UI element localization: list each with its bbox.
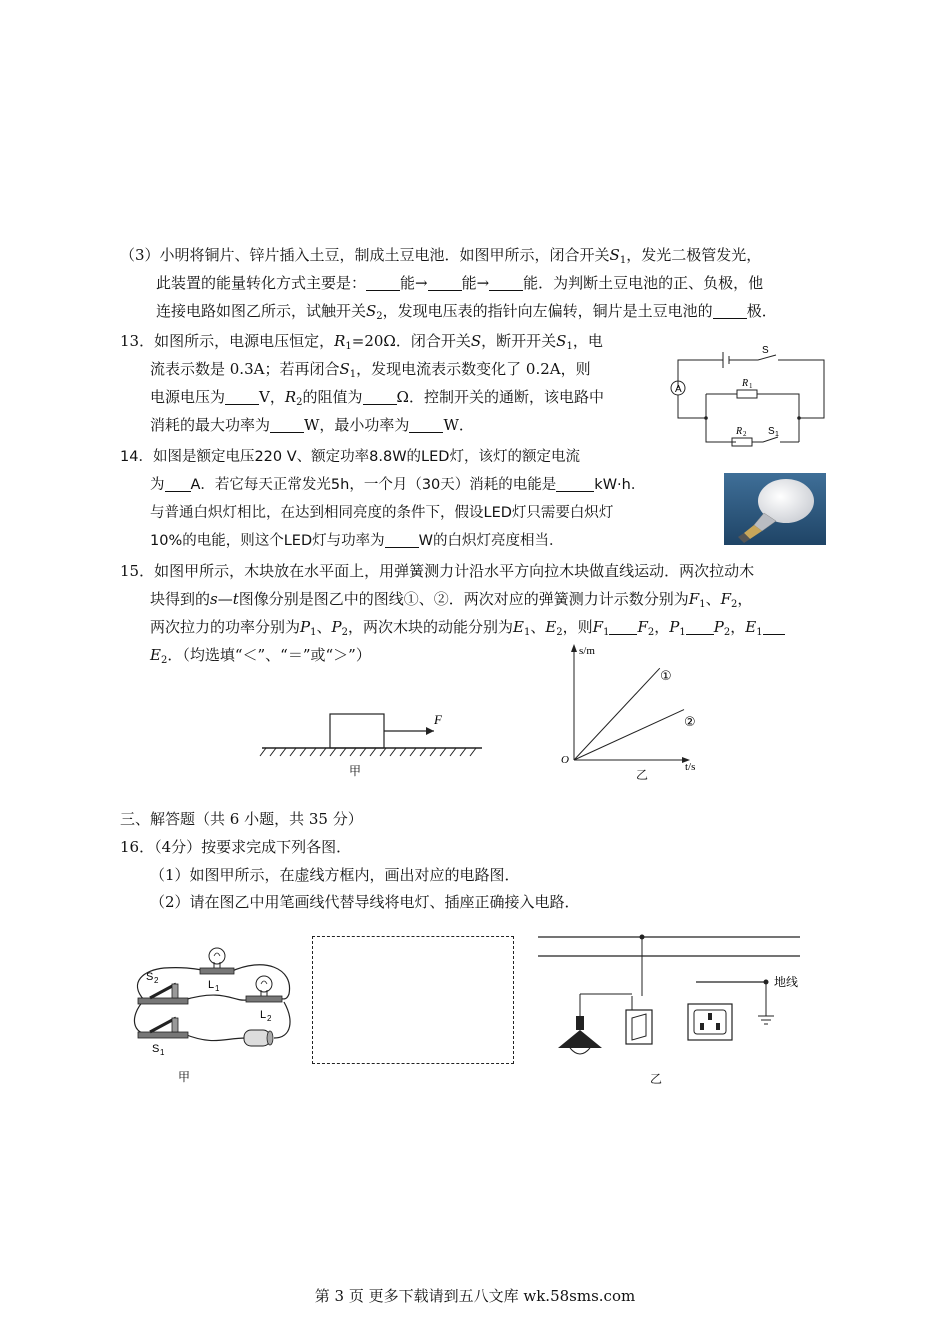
svg-text:S: S — [152, 1043, 160, 1055]
q12-line1: （3）小明将铜片、锌片插入土豆，制成土豆电池．如图甲所示，闭合开关$S_1$，发光二极管发光， — [120, 246, 762, 266]
answer-blank[interactable] — [385, 531, 419, 548]
svg-text:L: L — [208, 979, 215, 991]
q16-part2: （2）请在图乙中用笔画线代替导线将电灯、插座正确接入电路． — [150, 893, 580, 911]
q14-line1: 14．如图是额定电压220 V、额定功率8.8W的LED灯，该灯的额定电流 — [120, 449, 580, 465]
answer-blank[interactable] — [489, 274, 523, 291]
answer-blank[interactable] — [556, 475, 594, 492]
answer-drawing-box[interactable] — [312, 936, 514, 1064]
q15-line3: 两次拉力的功率分别为$P_1$、$P_2$，两次木块的动能分别为$E_1$、$E_2$，则$F_1$ $F_2$，$P_1$ $P_2$，$E_1$ — [150, 616, 785, 638]
series-line-1 — [574, 668, 660, 760]
answer-blank[interactable] — [686, 618, 714, 635]
svg-text:S: S — [146, 971, 154, 983]
q16-part1: （1）如图甲所示，在虚线方框内，画出对应的电路图． — [150, 866, 520, 884]
ground-symbol-icon — [758, 982, 774, 1024]
page-footer: 第 3 页 更多下载请到五八文库 wk.58sms.com — [314, 1287, 636, 1305]
q14-line2: 为 A．若它每天正常发光5h，一个月（30天）消耗的电能是 kW·h． — [150, 477, 646, 493]
q15-line1: 15．如图甲所示，木块放在水平面上，用弹簧测力计沿水平方向拉木块做直线运动．两次拉动木 — [120, 562, 755, 580]
answer-blank[interactable] — [225, 388, 259, 405]
answer-blank[interactable] — [409, 416, 443, 433]
circuit-top-wire — [678, 360, 723, 388]
resistor-r1 — [737, 390, 757, 398]
q16-physical-circuit — [124, 938, 304, 1068]
q16-household-wiring — [538, 930, 808, 1060]
answer-blank[interactable] — [165, 475, 191, 492]
series-2-label: ② — [684, 715, 696, 730]
ceiling-lamp-icon — [558, 994, 632, 1054]
answer-blank[interactable] — [270, 416, 304, 433]
led-bulb-photo — [724, 473, 826, 545]
origin-label: O — [561, 754, 569, 766]
q15-fig-yi-caption: 乙 — [636, 768, 649, 782]
series-1-label: ① — [660, 669, 672, 684]
answer-blank[interactable] — [763, 618, 785, 635]
q15-st-graph — [560, 642, 700, 772]
q13-line4: 消耗的最大功率为 W，最小功率为 W． — [150, 416, 474, 434]
q13-line1: 13．如图所示，电源电压恒定，$R_1=20\Omega$．闭合开关S，断开开关$S_1$，电 — [120, 332, 603, 352]
svg-text:2: 2 — [154, 976, 159, 985]
q12-line3: 连接电路如图乙所示，试触开关$S_2$，发现电压表的指针向左偏转，铜片是土豆电池的 极． — [156, 302, 777, 322]
wire — [184, 995, 246, 1000]
svg-text:S: S — [768, 426, 775, 437]
svg-text:L: L — [260, 1009, 267, 1021]
svg-text:1: 1 — [215, 984, 220, 993]
q13-line2: 流表示数是 0.3A；若再闭合$S_1$，发现电流表示数变化了 0.2A，则 — [150, 360, 591, 380]
q14-line4: 10%的电能，则这个LED灯与功率为 W的白炽灯亮度相当． — [150, 533, 564, 549]
circuit-left-wire — [678, 395, 706, 418]
lamp-l1-icon — [200, 948, 234, 974]
y-axis-label: s/m — [579, 645, 595, 657]
battery-icon — [244, 1030, 273, 1046]
q16-fig-yi-caption: 乙 — [650, 1072, 663, 1086]
wall-switch-icon — [626, 996, 652, 1044]
ground-label: 地线 — [774, 975, 799, 989]
q15-line4: $E_2$．（均选填“＜”、“＝”或“＞”） — [150, 646, 371, 666]
surface-hatching — [260, 748, 476, 756]
svg-text:S: S — [762, 345, 769, 356]
q16-line: 16．（4分）按要求完成下列各图． — [120, 838, 352, 856]
x-axis-label: t/s — [685, 761, 696, 773]
battery-icon — [723, 352, 729, 368]
q15-fig-jia-caption: 甲 — [349, 764, 362, 778]
answer-blank[interactable] — [713, 302, 747, 319]
answer-blank[interactable] — [609, 618, 637, 635]
lamp-l2-icon — [246, 976, 282, 1002]
wall-socket-icon — [688, 1004, 732, 1040]
svg-text:R: R — [736, 426, 743, 437]
svg-text:A: A — [675, 384, 682, 395]
answer-blank[interactable] — [428, 274, 462, 291]
q13-line3: 电源电压为 V，$R_2$的阻值为 Ω．控制开关的通断，该电路中 — [150, 388, 604, 408]
svg-text:2: 2 — [267, 1014, 272, 1023]
answer-blank[interactable] — [363, 388, 397, 405]
wire — [274, 1002, 290, 1038]
answer-blank[interactable] — [366, 274, 400, 291]
q15-block-figure — [262, 710, 502, 770]
svg-text:1: 1 — [160, 1048, 165, 1057]
q13-circuit-diagram — [666, 345, 826, 448]
svg-text:1: 1 — [749, 382, 753, 390]
switch-s2-icon — [138, 984, 188, 1004]
q12-line2: 此装置的能量转化方式主要是： 能→ 能→ 能．为判断土豆电池的正、负极，他 — [156, 274, 764, 292]
circuit-r1-branch — [706, 394, 736, 442]
q15-line2: 块得到的s—t图像分别是图乙中的图线①、②．两次对应的弹簧测力计示数分别为$F_1$、$F_2$， — [150, 590, 753, 610]
q16-fig-jia-caption: 甲 — [178, 1070, 191, 1084]
q14-line3: 与普通白炽灯相比，在达到相同亮度的条件下，假设LED灯只需要白炽灯 — [150, 505, 614, 521]
series-line-2 — [574, 710, 684, 760]
wood-block — [330, 714, 384, 748]
section3-heading: 三、解答题（共 6 小题，共 35 分） — [120, 810, 363, 828]
switch-s1-icon — [138, 1018, 188, 1038]
svg-text:R: R — [742, 378, 749, 389]
wire — [184, 1034, 246, 1041]
wire — [134, 1000, 148, 1034]
force-label: F — [434, 712, 442, 727]
svg-text:1: 1 — [775, 431, 779, 438]
svg-text:2: 2 — [743, 430, 747, 438]
